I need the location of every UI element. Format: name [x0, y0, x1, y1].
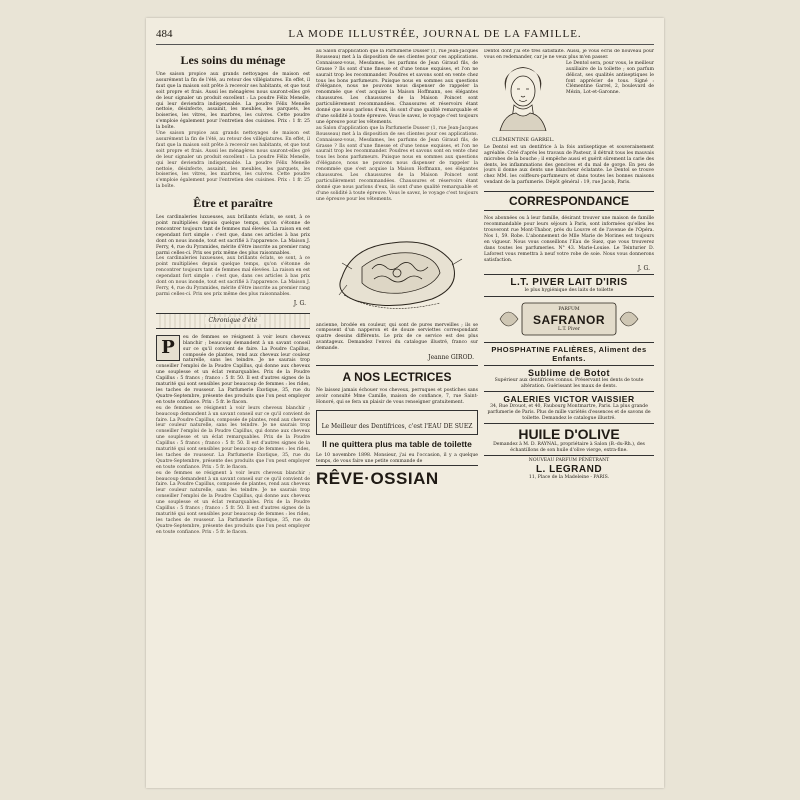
section-signature: J. G.	[293, 299, 306, 307]
galeries-vaissier-title: GALERIES VICTOR VAISSIER	[503, 394, 635, 405]
reve-ossian-ad	[316, 465, 478, 489]
sublime-de-botot-name: Sublime de Botot	[528, 368, 610, 379]
piver-subtitle: le plus hygiénique des laits de toilette	[524, 288, 614, 294]
huile-olive-ad	[484, 423, 654, 455]
illustration-signature: Jeanne GIROD.	[428, 354, 474, 362]
phosphatine-ad	[484, 342, 654, 365]
huile-olive-text: Demandez à M. D. RAYNAL, propriétaire à Salon (B.-du-Rh.), des échantillons de son huile d'olive vierge, extra-fine.	[493, 442, 645, 453]
portrait-figure	[484, 61, 562, 145]
reve-ossian-maker: L. LEGRAND	[535, 463, 603, 475]
column-3-intro-text: Dentol dont j'ai été très satisfaite. Aussi, je vous écris de nouveau pour vous en redemander, car je ne veux plus m'en passer.	[484, 49, 654, 60]
section-text-etre-et-paraitre: Les cardinaleries luxueuses, aux brillants éclats, se sont, à ce point multipliées depuis quelque temps, qu'on s'étonne de rencontrer toujours tant de femmes mal élevées. La raison en est cependant fort simple : c'est que, dans ces articles à bas prix dont on nous inonde, tout est sacrifié à l'apparence. La Maison J. Ferry, 4, rue du Pyramides, mérite d'être inscrite au premier rang parmi celles-ci. Prix ses prix même des plus raisonnables.	[156, 215, 310, 256]
correspondance-signature: J. G.	[637, 265, 650, 273]
page-number: 484	[156, 28, 173, 40]
portrait-caption: CLÉMENTINE GARREL.	[491, 136, 555, 143]
reve-ossian-name: RÊVE·OSSIAN	[316, 468, 439, 488]
reve-ossian-top: NOUVEAU PARFUM PÉNÉTRANT	[528, 458, 610, 464]
column-2-intro-text-continued: au Salon d'application que la Parfumerie Dusser (1, rue Jean-Jacques Rousseau) met à la disposition de ses clientes pour ces applications. Connaissez-vous, Mesdames, les parfums de Jean Giraud fils, de Grasse ? Ils sont d'une finesse et d'une tenue exquises, et l'on ne saurait trop les recommander. Poudres et savons sont en vente chez tous les bons parfumeurs. Puisque nous en sommes aux questions d'élégance, nous ne pouvons nous dispenser de rappeler la renommée que s'est acquise la Maison Hoffmann, ses élégantes chaussures. Les chaussures de la Maison Poincet sont particulièrement recommandées. Chaussures et réservoirs étant donné que nous parlons d'eux, ils sont d'une qualité remarquable et d'une solidité à toute épreuve. Vous le savez, le voyage c'est toujours une épreuve pour les vêtements.	[316, 125, 478, 202]
huile-olive-title: HUILE D'OLIVE	[518, 426, 620, 443]
piver-title: L.T. PIVER LAIT D'IRIS	[510, 277, 628, 289]
piver-ad	[484, 274, 654, 296]
chronique-banner	[156, 313, 310, 329]
column-1	[156, 49, 310, 778]
dentol-body-text: Le Dentol est un dentifrice à la fois antiseptique et souverainement agréable. Créé d'après les travaux de Pasteur, il détruit tous les mauvais microbes de la bouche ; il empêche aussi et guérit sûrement la carie des dents, les inflammations des gencives et du mal de gorge. En peu de jours il donne aux dents une blancheur éclatante. Le Dentol se trouve chez MM. les coiffeurs-parfumeurs et dans toutes les bonnes maisons vendant de la parfumerie. Dépôt général : 19, rue Jacob, Paris.	[484, 144, 654, 186]
eau-de-suez-ad	[316, 410, 478, 435]
page-header	[156, 28, 654, 45]
section-title-etre-et-paraitre: Être et paraître	[193, 196, 273, 211]
lectrices-text: Ne laissez jamais échouer vos cheveux, perruques et postiches sans avoir consulté Mme Camille, maison de confiance, 7, rue Saint-Honoré, qui se fera un plaisir de vous renseigner gratuitement.	[316, 388, 478, 405]
section-text-soins-du-menage: Une saison propice aux grands nettoyages de maison est assurément la fin de l'été, au retour des villégiatures. En effet, il faut que la maison soit prête à recevoir ses habitants, et que tout soit propre et frais. Aussi les ménagères nous sauront-elles gré de leur signaler un produit excellent : La poudre Félix Menelle, qui leur deviendra indispensable. La poudre Félix Menelle nettoie, désinfecte, assainit, les meubles, les parquets, les boiseries, les vitres, les marbres, les cuivres. Cette poudre s'emploie également pour l'entretien des cuisines. Prix : 1 fr. 25 la boîte.	[156, 72, 310, 131]
chronique-text-continued: eu de femmes se résignent à voir leurs cheveux blanchir ; beaucoup demandent à un savant conseil sur ce qu'il convient de faire. La Poudre Capillus, composée de plantes, rend aux cheveux leur couleur naturelle, sans les teindre. Je ne saurais trop conseiller l'emploi de la Poudre Capillus, qui donne aux cheveux une souplesse et un éclat remarquables. Prix de la Poudre Capillus : 5 francs ; franco : 5 fr. 50. Il est d'autres signes de la maturité qui sont sensibles pour beaucoup de femmes : les rides, les taches de rousseur. La Parfumerie Exotique, 35, rue du Quatre-Septembre, présente des produits que l'on peut employer en toute confiance. Prix : 5 fr. le flacon.	[156, 405, 310, 470]
chronique-title: Chronique d'été	[205, 317, 262, 324]
phosphatine-text: PHOSPHATINE FALIÈRES, Aliment des Enfants.	[491, 345, 647, 364]
woman-portrait-illustration	[484, 61, 562, 131]
column-2-intro-text: au Salon d'application que la Parfumerie Dusser (1, rue Jean-Jacques Rousseau) met à la disposition de ses clientes pour ces applications. Connaissez-vous, Mesdames, les parfums de Jean Giraud fils, de Grasse ? Ils sont d'une finesse et d'une tenue exquises, et l'on ne saurait trop les recommander. Poudres et savons sont en vente chez tous les bons parfumeurs. Puisque nous en sommes aux questions d'élégance, nous ne pouvons nous dispenser de rappeler la renommée que s'est acquise la Maison Hoffmann, ses élégantes chaussures. Les chaussures de la Maison Poincet sont particulièrement recommandées. Chaussures et réservoirs étant donné que nous parlons d'eux, ils sont d'une qualité remarquable et d'une solidité à toute épreuve. Vous le savez, le voyage c'est toujours une épreuve pour les vêtements.	[316, 49, 478, 125]
column-3	[484, 49, 654, 778]
reve-ossian-details	[484, 455, 654, 482]
newspaper-page	[146, 18, 664, 788]
section-text-soins-du-menage-continued: Une saison propice aux grands nettoyages de maison est assurément la fin de l'été, au retour des villégiatures. En effet, il faut que la maison soit prête à recevoir ses habitants, et que tout soit propre et frais. Aussi les ménagères nous sauront-elles gré de leur signaler un produit excellent : La poudre Félix Menelle, qui leur deviendra indispensable. La poudre Félix Menelle nettoie, désinfecte, assainit, les meubles, les parquets, les boiseries, les vitres, les marbres, les cuivres. Cette poudre s'emploie également pour l'entretien des cuisines. Prix : 1 fr. 25 la boîte.	[156, 131, 310, 190]
portrait-side-text: Le Dentol sera, pour vous, le meilleur auxiliaire de la toilette ; son parfum délicat, ses qualités antiseptiques le font apprécier de tous. Signé : Clémentine Garrel, 2, boulevard de Mézin, Lot-et-Garonne.	[566, 60, 654, 96]
section-title-soins-du-menage: Les soins du ménage	[180, 53, 286, 67]
column-2	[316, 49, 478, 778]
toilette-title: Il ne quittera plus ma table de toilette	[322, 438, 472, 449]
safranor-name: SAFRANOR	[533, 312, 605, 327]
safranor-brand: L.T. Piver	[558, 326, 580, 332]
reve-ossian-address: 11, Place de la Madeleine - PARIS.	[528, 474, 610, 480]
column-2-after-illustration-text: ancienne, brodée en couleur, qui sont de pures merveilles ; ils se composent d'un napperon et de douze serviettes correspondant quatre dessins différents. Le prix de ce service est des plus avantageux. Demandez l'envoi du catalogue illustré, franco sur demande.	[316, 322, 478, 352]
correspondance-title: CORRESPONDANCE	[484, 191, 654, 211]
galeries-vaissier-text: 34, Rue Drouot, et 40, Faubourg Montmartre, Paris. La plus grande parfumerie de Paris. Plus de mille variétés d'essences et de savons de toilette. Demandez le catalogue illustré.	[487, 404, 651, 421]
divider	[316, 365, 478, 366]
journal-title: LA MODE ILLUSTRÉE, JOURNAL DE LA FAMILLE.	[288, 28, 582, 40]
sublime-de-botot-text: Supérieur aux dentifrices connus. Préservant les dents de toute altération. Guérissant les maux de dents.	[494, 378, 644, 389]
toilette-text: Le 10 novembre 1898. Monsieur, j'ai eu l'occasion, il y a quelque temps, de vous faire une petite commande de	[316, 452, 478, 464]
portrait-row	[484, 61, 654, 145]
drop-cap-letter: P	[156, 335, 180, 361]
chronique-text-continued-2: eu de femmes se résignent à voir leurs cheveux blanchir ; beaucoup demandent à un savant conseil sur ce qu'il convient de faire. La Poudre Capillus, composée de plantes, rend aux cheveux leur couleur naturelle, sans les teindre. Je ne saurais trop conseiller l'emploi de la Poudre Capillus, qui donne aux cheveux une souplesse et un éclat remarquables. Prix de la Poudre Capillus : 5 francs ; franco : 5 fr. 50. Il est d'autres signes de la maturité qui sont sensibles pour beaucoup de femmes : les rides, les taches de rousseur. La Parfumerie Exotique, 35, rue du Quatre-Septembre, présente des produits que l'on peut employer en toute confiance. Prix : 5 fr. le flacon.	[156, 470, 310, 535]
correspondance-text: Nos abonnées ou à leur famille, désirant trouver une maison de famille recommandable pour leurs séjours à Paris, sont informées qu'elles les trouveront rue Mont-Thabor, près du Louvre et de l'avenue de l'Opéra. Nos 1, 59. Robe. L'abonnement de Mlle Marie de Morines est toujours en vigueur. Nous vous conseillons l'Eau de Suez, que vous trouverez dans toutes les parfumeries. N° 43. Marie-Louise. Le Teinturier D. Laforest vous remettra à neuf votre robe de soie. Nous vous donnerons satisfaction.	[484, 216, 654, 263]
embroidered-napkin-illustration	[322, 207, 472, 319]
eau-de-suez-ad-text: Le Meilleur des Dentifrices, c'est l'EAU DE SUEZ	[321, 422, 473, 430]
chronique-text: eu de femmes se résignent à voir leurs cheveux blanchir ; beaucoup demandent à un savant conseil sur ce qu'il convient de faire. La Poudre Capillus, composée de plantes, rend aux cheveux leur couleur naturelle, sans les teindre. Je ne saurais trop conseiller l'emploi de la Poudre Capillus, qui donne aux cheveux une souplesse et un éclat remarquables. Prix de la Poudre Capillus : 5 francs ; franco : 5 fr. 50. Il est d'autres signes de la maturité qui sont sensibles pour beaucoup de femmes : les rides, les taches de rousseur. La Parfumerie Exotique, 35, rue du Quatre-Septembre, présente des produits que l'on peut employer en toute confiance. Prix : 5 fr. le flacon.	[156, 334, 310, 405]
galeries-vaissier-ad	[484, 391, 654, 423]
sublime-de-botot-ad	[484, 365, 654, 391]
safranor-label: PARFUM	[558, 307, 580, 312]
section-text-etre-et-paraitre-continued: Les cardinaleries luxueuses, aux brillants éclats, se sont, à ce point multipliées depuis quelque temps, qu'on s'étonne de rencontrer toujours tant de femmes mal élevées. La raison en est cependant fort simple : c'est que, dans ces articles à bas prix dont on nous inonde, tout est sacrifié à l'apparence. La Maison J. Ferry, 4, rue du Pyramides, mérite d'être inscrite au premier rang parmi celles-ci. Prix ses prix même des plus raisonnables.	[156, 256, 310, 297]
lectrices-title: A NOS LECTRICES	[342, 370, 452, 385]
safranor-ad	[484, 296, 654, 334]
